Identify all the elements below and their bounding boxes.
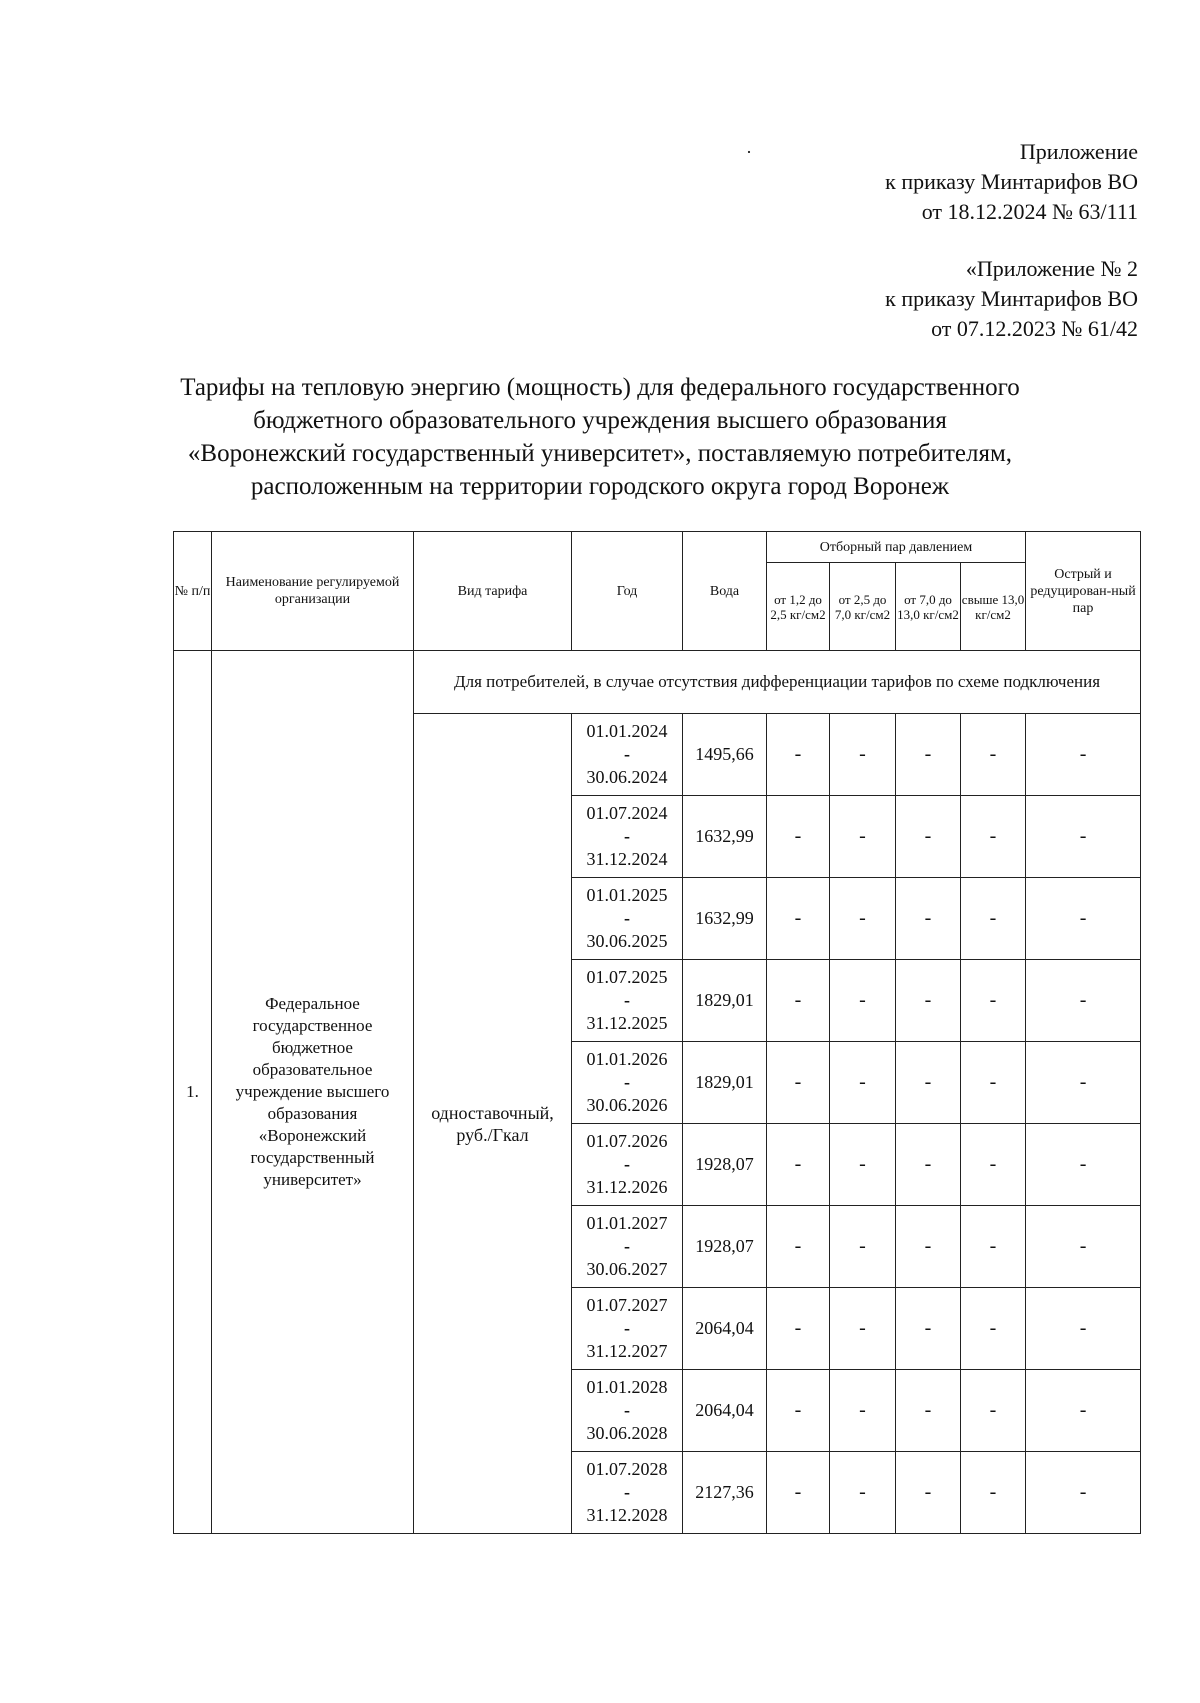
steam-1-cell: -: [767, 1288, 830, 1370]
period-cell: [572, 1206, 683, 1288]
title-line-1: Тарифы на тепловую энергию (мощность) для федерального государственного: [180, 374, 1020, 401]
period-start: 01.01.2028: [586, 1377, 668, 1397]
steam-1-cell: -: [767, 1370, 830, 1452]
period-end: 30.06.2024: [586, 767, 668, 787]
steam-3-cell: -: [896, 1288, 961, 1370]
period-start: 01.07.2025: [586, 967, 668, 987]
water-tariff-cell: 1829,01: [683, 960, 767, 1042]
document-title: [100, 371, 1100, 503]
period-end: 31.12.2027: [586, 1341, 668, 1361]
reference-line-3: от 07.12.2023 № 61/42: [931, 316, 1138, 341]
period-end: 31.12.2028: [586, 1505, 668, 1525]
water-tariff-cell: 1928,07: [683, 1206, 767, 1288]
steam-1-cell: -: [767, 878, 830, 960]
approval-line-1: Приложение: [1019, 139, 1138, 164]
period-end: 30.06.2025: [586, 931, 668, 951]
steam-1-cell: -: [767, 1042, 830, 1124]
period-sep: -: [624, 1154, 630, 1174]
header-year: Год: [572, 532, 683, 651]
sharp-steam-cell: -: [1026, 1288, 1141, 1370]
reference-header: [885, 254, 1138, 344]
steam-4-cell: -: [961, 796, 1026, 878]
header-tariff-type: Вид тарифа: [414, 532, 572, 651]
period-start: 01.07.2028: [586, 1459, 668, 1479]
header-steam-2: от 2,5 до 7,0 кг/см2: [830, 563, 896, 651]
title-line-3: «Воронежский государственный университет», поставляемую потребителям,: [187, 440, 1013, 467]
approval-header: [885, 137, 1138, 227]
period-end: 30.06.2026: [586, 1095, 668, 1115]
reference-line-2: к приказу Минтарифов ВО: [885, 286, 1138, 311]
period-start: 01.01.2025: [586, 885, 668, 905]
period-end: 31.12.2026: [586, 1177, 668, 1197]
period-cell: [572, 1370, 683, 1452]
steam-3-cell: -: [896, 960, 961, 1042]
period-end: 31.12.2024: [586, 849, 668, 869]
header-sharp-steam: Острый и редуцирован-ный пар: [1026, 532, 1141, 651]
sharp-steam-cell: -: [1026, 1370, 1141, 1452]
period-cell: [572, 1042, 683, 1124]
title-line-4: расположенным на территории городского округа город Воронеж: [250, 473, 950, 500]
period-end: 30.06.2028: [586, 1423, 668, 1443]
steam-2-cell: -: [830, 714, 896, 796]
steam-1-cell: -: [767, 714, 830, 796]
water-tariff-cell: 2064,04: [683, 1370, 767, 1452]
steam-3-cell: -: [896, 1042, 961, 1124]
period-sep: -: [624, 1482, 630, 1502]
steam-2-cell: -: [830, 960, 896, 1042]
period-sep: -: [624, 1236, 630, 1256]
title-line-2: бюджетного образовательного учреждения высшего образования: [253, 407, 947, 434]
steam-2-cell: -: [830, 1042, 896, 1124]
period-sep: -: [624, 1318, 630, 1338]
steam-2-cell: -: [830, 1370, 896, 1452]
scan-dot: ·: [746, 142, 752, 162]
steam-4-cell: -: [961, 960, 1026, 1042]
steam-4-cell: -: [961, 1288, 1026, 1370]
sharp-steam-cell: -: [1026, 714, 1141, 796]
consumer-group-label: Для потребителей, в случае отсутствия дифференциации тарифов по схеме подключения: [414, 651, 1141, 714]
steam-3-cell: -: [896, 1206, 961, 1288]
steam-4-cell: -: [961, 1042, 1026, 1124]
period-start: 01.07.2027: [586, 1295, 668, 1315]
steam-2-cell: -: [830, 878, 896, 960]
reference-line-1: «Приложение № 2: [965, 256, 1138, 281]
water-tariff-cell: 1495,66: [683, 714, 767, 796]
period-sep: -: [624, 744, 630, 764]
steam-4-cell: -: [961, 1452, 1026, 1534]
period-cell: [572, 878, 683, 960]
steam-1-cell: -: [767, 796, 830, 878]
organization-name: Федеральное государственное бюджетное образовательное учреждение высшего образования «Воронежский государственный университет»: [212, 651, 414, 1534]
period-start: 01.07.2024: [586, 803, 668, 823]
steam-4-cell: -: [961, 714, 1026, 796]
period-sep: -: [624, 1072, 630, 1092]
period-start: 01.01.2024: [586, 721, 668, 741]
period-sep: -: [624, 1400, 630, 1420]
steam-2-cell: -: [830, 1206, 896, 1288]
water-tariff-cell: 1829,01: [683, 1042, 767, 1124]
steam-4-cell: -: [961, 1370, 1026, 1452]
header-steam-3: от 7,0 до 13,0 кг/см2: [896, 563, 961, 651]
period-sep: -: [624, 908, 630, 928]
steam-4-cell: -: [961, 1124, 1026, 1206]
header-steam-4: свыше 13,0 кг/см2: [961, 563, 1026, 651]
steam-1-cell: -: [767, 1452, 830, 1534]
sharp-steam-cell: -: [1026, 796, 1141, 878]
approval-line-3: от 18.12.2024 № 63/111: [921, 199, 1138, 224]
water-tariff-cell: 2064,04: [683, 1288, 767, 1370]
steam-3-cell: -: [896, 1370, 961, 1452]
period-end: 31.12.2025: [586, 1013, 668, 1033]
header-steam-1: от 1,2 до 2,5 кг/см2: [767, 563, 830, 651]
steam-3-cell: -: [896, 1124, 961, 1206]
header-water: Вода: [683, 532, 767, 651]
tariff-table: [173, 531, 1141, 1534]
water-tariff-cell: 1632,99: [683, 796, 767, 878]
period-cell: [572, 1452, 683, 1534]
header-steam-group: Отборный пар давлением: [767, 532, 1026, 563]
period-cell: [572, 796, 683, 878]
steam-1-cell: -: [767, 960, 830, 1042]
period-end: 30.06.2027: [586, 1259, 668, 1279]
header-org: Наименование регулируемой организации: [212, 532, 414, 651]
sharp-steam-cell: -: [1026, 1124, 1141, 1206]
steam-3-cell: -: [896, 714, 961, 796]
header-num: № п/п: [174, 532, 212, 651]
period-sep: -: [624, 826, 630, 846]
sharp-steam-cell: -: [1026, 960, 1141, 1042]
steam-1-cell: -: [767, 1124, 830, 1206]
sharp-steam-cell: -: [1026, 878, 1141, 960]
approval-line-2: к приказу Минтарифов ВО: [885, 169, 1138, 194]
tariff-type-cell: одноставочный, руб./Гкал: [414, 714, 572, 1534]
steam-2-cell: -: [830, 1124, 896, 1206]
steam-3-cell: -: [896, 878, 961, 960]
steam-3-cell: -: [896, 796, 961, 878]
period-cell: [572, 714, 683, 796]
steam-4-cell: -: [961, 878, 1026, 960]
water-tariff-cell: 2127,36: [683, 1452, 767, 1534]
steam-3-cell: -: [896, 1452, 961, 1534]
sharp-steam-cell: -: [1026, 1452, 1141, 1534]
steam-1-cell: -: [767, 1206, 830, 1288]
period-start: 01.07.2026: [586, 1131, 668, 1151]
steam-2-cell: -: [830, 796, 896, 878]
period-start: 01.01.2027: [586, 1213, 668, 1233]
water-tariff-cell: 1632,99: [683, 878, 767, 960]
row-number: 1.: [174, 651, 212, 1534]
period-sep: -: [624, 990, 630, 1010]
sharp-steam-cell: -: [1026, 1042, 1141, 1124]
steam-4-cell: -: [961, 1206, 1026, 1288]
period-cell: [572, 1124, 683, 1206]
sharp-steam-cell: -: [1026, 1206, 1141, 1288]
period-cell: [572, 960, 683, 1042]
steam-2-cell: -: [830, 1452, 896, 1534]
period-start: 01.01.2026: [586, 1049, 668, 1069]
water-tariff-cell: 1928,07: [683, 1124, 767, 1206]
period-cell: [572, 1288, 683, 1370]
steam-2-cell: -: [830, 1288, 896, 1370]
